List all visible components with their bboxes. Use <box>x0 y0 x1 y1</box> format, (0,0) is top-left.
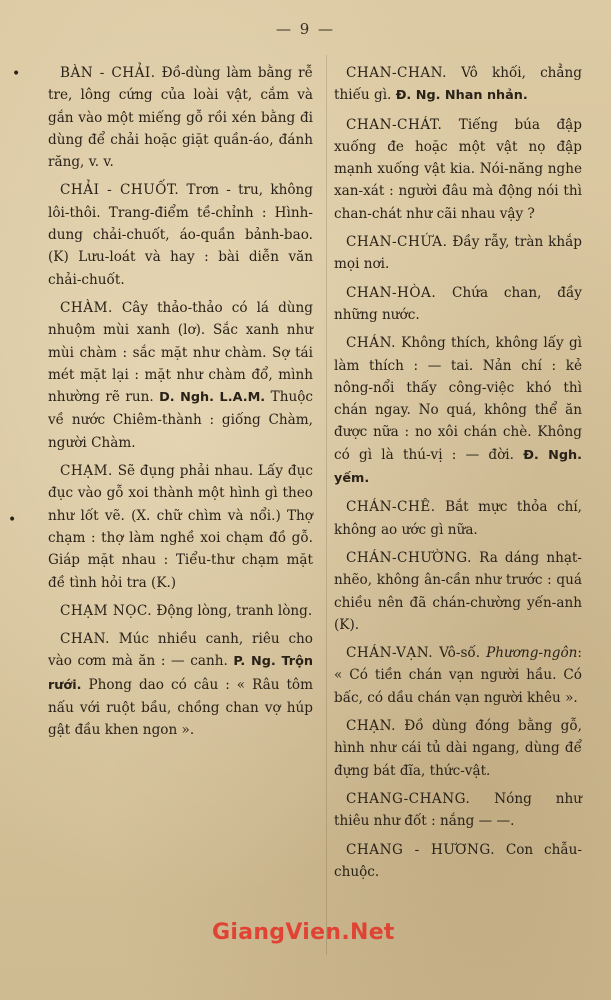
entry-definition: Đầy rẫy, tràn khắp mọi nơi. <box>334 234 582 273</box>
entry-headword: CHANG-CHANG. <box>346 790 471 807</box>
watermark-logo: GiangVien.Net <box>212 920 395 945</box>
entry-headword: CHAN. <box>60 631 110 648</box>
dictionary-entry <box>334 114 582 225</box>
dictionary-entry <box>334 332 582 490</box>
dictionary-entry <box>48 179 313 290</box>
entry-italic-note: Phương-ngôn <box>486 645 578 662</box>
dictionary-entry <box>334 231 582 276</box>
dictionary-entry <box>48 460 313 594</box>
dictionary-entry <box>334 547 582 636</box>
dictionary-entry <box>48 62 313 173</box>
dictionary-entry <box>334 282 582 327</box>
entry-definition-cont: Thuộc về nước Chiêm-thành : giống Chàm, người Chàm. <box>48 389 313 451</box>
entry-headword: CHAN-CHAN. <box>346 65 447 81</box>
entry-headword: CHẠM NỌC. <box>60 602 153 619</box>
page-number: — 9 — <box>275 20 336 38</box>
dictionary-entry <box>334 788 582 833</box>
entry-headword: CHAN-HÒA. <box>346 284 437 301</box>
entry-headword: CHANG - HƯƠNG. <box>346 841 496 858</box>
dictionary-entry <box>334 62 582 108</box>
entry-definition: Nóng như thiêu như đốt : nắng — —. <box>334 790 582 830</box>
entry-headword: CHẢI - CHUỐT. <box>60 182 180 199</box>
entry-definition: Sẽ đụng phải nhau. Lấy đục đục vào gỗ xoi thành một hình gì theo như lốt vẽ. (X. chữ chìm và nổi.) Thợ chạm : thợ làm nghề xoi chạm đồ gỗ. Giáp mặt nhau : Tiểu-thư chạm mặt đề tình hỏi tra (K.) <box>48 463 313 591</box>
entry-definition: Chứa chan, đầy những nước. <box>334 284 582 323</box>
entry-definition-cont: Phong dao có câu : « Râu tôm nấu với ruột bầu, chồng chan vợ húp gật đầu khen ngon ». <box>48 676 313 739</box>
dictionary-entry <box>334 642 582 709</box>
right-column <box>334 62 582 889</box>
entry-headword: CHÁN-CHƯỜNG. <box>346 549 473 566</box>
entry-synonym: Đ. Ngh. yếm. <box>334 447 582 487</box>
entry-definition: Bắt mực thỏa chí, không ao ước gì nữa. <box>334 499 582 538</box>
entry-synonym: Đ. Ng. Nhan nhản. <box>395 88 528 104</box>
entry-definition: Cây thảo-thảo có lá dùng nhuộm mùi xanh (lơ). Sắc xanh như mùi chàm : sắc mặt như chàm. Sợ tái mét mặt lại : mặt như chàm đổ, mình nhường rẽ run. <box>48 299 313 406</box>
entry-synonym: D. Ngh. L.A.M. <box>159 390 266 406</box>
entry-definition: Vô-số. <box>433 645 487 662</box>
entry-definition: Con chẫu-chuộc. <box>334 841 583 880</box>
dictionary-entry <box>48 297 313 454</box>
dictionary-entry <box>334 496 582 541</box>
entry-definition: Ra dáng nhạt-nhẽo, không ân-cần như trước : quá chiều nên đã chán-chường yến-anh (K). <box>334 549 582 633</box>
entry-definition-cont: : « Có tiền chán vạn người hầu. Có bấc, có dầu chán vạn người khêu ». <box>334 645 582 706</box>
dictionary-entry <box>334 715 582 782</box>
entry-definition: Động lòng, tranh lòng. <box>152 602 313 619</box>
entry-definition: Đồ-dùng làm bằng rễ tre, lông cứng của loài vật, cắm và gắn vào một miếng gỗ rồi xén bằng đi dùng để chải hoặc giặt quần-áo, đánh răng, v. v. <box>48 65 314 171</box>
left-column <box>48 62 313 748</box>
entry-headword: CHÀM. <box>60 299 113 316</box>
entry-headword: CHẠM. <box>60 463 113 480</box>
dictionary-entry <box>334 839 582 884</box>
entry-headword: BÀN - CHẢI. <box>60 65 156 81</box>
entry-headword: CHAN-CHỨA. <box>346 234 448 251</box>
column-divider <box>326 55 327 955</box>
entry-definition: Tiếng búa đập xuống đe hoặc một vật nọ đập mạnh xuống vật kia. Nói-năng nghe xan-xát : người đâu mà động nói thì chan-chát như cãi nhau vậy ? <box>334 116 582 222</box>
dictionary-entry <box>48 600 313 622</box>
entry-headword: CHẠN. <box>346 718 396 735</box>
entry-definition: Vô khối, chẳng thiếu gì. <box>334 65 582 104</box>
entry-definition: Không thích, không lấy gì làm thích : — tai. Nản chí : kẻ nông-nổi thấy công-việc khó thì chán ngay. No quá, không thể ăn được nữa : no xôi chán chè. Không có gì là thú-vị : — đời. <box>334 335 582 463</box>
entry-headword: CHÁN. <box>346 335 396 352</box>
entry-headword: CHÁN-VẠN. <box>346 645 434 662</box>
entry-definition: Đồ dùng đóng bằng gỗ, hình như cái tủ dài ngang, dùng để đựng bát đĩa, thức-vật. <box>334 718 582 779</box>
entry-definition: Múc nhiều canh, riêu cho vào cơm mà ăn : — canh. <box>48 631 313 670</box>
entry-synonym: P. Ng. Trộn rưới. <box>48 654 314 693</box>
margin-bullet: • <box>12 66 21 82</box>
entry-definition: Trơn - tru, không lôi-thôi. Trang-điểm tề-chỉnh : Hình-dung chải-chuốt, áo-quần bảnh-bao. (K) Lưu-loát và hay : bài diễn văn chải-chuốt. <box>48 182 313 288</box>
entry-headword: CHÁN-CHÊ. <box>346 499 436 516</box>
dictionary-entry <box>48 628 313 741</box>
margin-bullet: • <box>8 512 17 528</box>
entry-headword: CHAN-CHÁT. <box>346 116 443 133</box>
